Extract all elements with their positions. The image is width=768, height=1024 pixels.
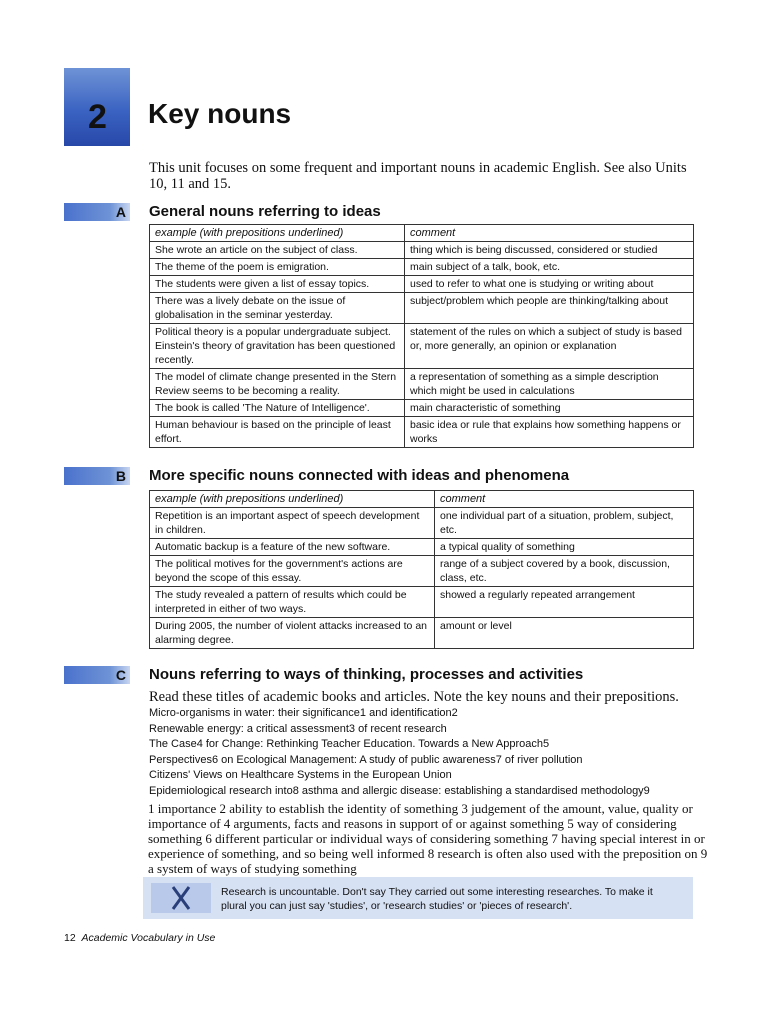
comment-cell: one individual part of a situation, problem, subject, etc. (435, 508, 694, 539)
table-row (150, 400, 694, 417)
table-row (150, 259, 694, 276)
section-b-letter: B (115, 468, 126, 484)
example-cell: The study revealed a pattern of results which could be interpreted in either of two ways. (150, 587, 435, 618)
page-number: 12 (64, 932, 76, 944)
common-mistakes-text: Research is uncountable. Don't say They carried out some interesting researches. To make it plural you can just say 'studies', or 'research studies' or 'pieces of research'. (221, 886, 653, 912)
article-title: Epidemiological research into8 asthma and allergic disease: establishing a standardised methodology9 (149, 784, 650, 797)
article-title: Citizens' Views on Healthcare Systems in the European Union (149, 769, 452, 781)
book-title: Academic Vocabulary in Use (81, 932, 216, 944)
table-row (150, 556, 694, 587)
example-cell: Human behaviour is based on the principle of least effort. (150, 417, 405, 448)
comment-cell: main characteristic of something (405, 400, 694, 417)
example-cell: There was a lively debate on the issue of globalisation in the seminar yesterday. (150, 293, 405, 324)
table-row (150, 417, 694, 448)
table-row (150, 539, 694, 556)
section-a-table (149, 224, 694, 448)
section-a-marker (64, 203, 130, 221)
section-c-intro: Read these titles of academic books and articles. Note the key nouns and their prepositions. (149, 689, 679, 705)
example-cell: The students were given a list of essay topics. (150, 276, 405, 293)
table-row (150, 293, 694, 324)
table-row (150, 324, 694, 369)
section-c-marker (64, 666, 130, 684)
section-b-table (149, 490, 694, 649)
section-b-title: More specific nouns connected with ideas and phenomena (149, 467, 570, 484)
comment-cell: used to refer to what one is studying or writing about (405, 276, 694, 293)
section-c-letter: C (115, 667, 126, 683)
comment-cell: amount or level (435, 618, 694, 649)
page-title: Key nouns (148, 98, 292, 129)
table-row (150, 369, 694, 400)
comment-cell: statement of the rules on which a subject of study is based or, more generally, an opinion or explanation (405, 324, 694, 369)
comment-cell: range of a subject covered by a book, discussion, class, etc. (435, 556, 694, 587)
unit-number-box (64, 68, 130, 146)
example-cell: Political theory is a popular undergraduate subject. Einstein's theory of gravitation has been questioned recently. (150, 324, 405, 369)
common-mistakes-icon (151, 883, 211, 913)
example-cell: The political motives for the government's actions are beyond the scope of this essay. (150, 556, 435, 587)
article-title: Renewable energy: a critical assessment3 of recent research (149, 722, 447, 735)
example-cell: Automatic backup is a feature of the new software. (150, 539, 435, 556)
comment-cell: thing which is being discussed, considered or studied (405, 242, 694, 259)
article-title: The Case4 for Change: Rethinking Teacher Education. Towards a New Approach5 (149, 738, 550, 750)
example-cell: During 2005, the number of violent attacks increased to an alarming degree. (150, 618, 435, 649)
comment-cell: a representation of something as a simple description which might be used in calculations (405, 369, 694, 400)
table-header (150, 225, 694, 242)
table-row (150, 508, 694, 539)
table-row (150, 587, 694, 618)
common-mistakes-box (143, 877, 693, 919)
article-title: Micro-organisms in water: their significance1 and identification2 (149, 707, 458, 719)
page-footer (64, 932, 215, 944)
comment-cell: basic idea or rule that explains how something happens or works (405, 417, 694, 448)
header-comment: comment (405, 225, 694, 242)
table-header (150, 491, 694, 508)
comment-cell: showed a regularly repeated arrangement (435, 587, 694, 618)
example-cell: The theme of the poem is emigration. (150, 259, 405, 276)
section-a-letter: A (115, 204, 126, 220)
comment-cell: main subject of a talk, book, etc. (405, 259, 694, 276)
article-title: Perspectives6 on Ecological Management: A study of public awareness7 of river pollution (149, 753, 583, 766)
example-cell: She wrote an article on the subject of class. (150, 242, 405, 259)
table-row (150, 618, 694, 649)
header-example: example (with prepositions underlined) (150, 225, 405, 242)
unit-intro: This unit focuses on some frequent and important nouns in academic English. See also Units 10, 11 and 15. (149, 160, 687, 192)
section-a-title: General nouns referring to ideas (149, 203, 381, 220)
comment-cell: a typical quality of something (435, 539, 694, 556)
section-b-marker (64, 467, 130, 485)
footnotes: 1 importance 2 ability to establish the identity of something 3 judgement of the amount, value, quality or importance of 4 arguments, facts and reasons in support of or against something 5 way of considering something 6 different particular or individual ways of considering something 7 having special interest in or experience of something, and so being well informed 8 research is often also used with the preposition on 9 a system of ways of studying something (148, 801, 708, 876)
example-cell: Repetition is an important aspect of speech development in children. (150, 508, 435, 539)
header-example: example (with prepositions underlined) (150, 491, 435, 508)
comment-cell: subject/problem which people are thinking/talking about (405, 293, 694, 324)
section-c-title: Nouns referring to ways of thinking, processes and activities (149, 666, 584, 683)
unit-number: 2 (88, 98, 107, 136)
article-titles (149, 706, 709, 799)
example-cell: The book is called 'The Nature of Intelligence'. (150, 400, 405, 417)
table-row (150, 276, 694, 293)
header-comment: comment (435, 491, 694, 508)
table-row (150, 242, 694, 259)
example-cell: The model of climate change presented in the Stern Review seems to be becoming a reality. (150, 369, 405, 400)
